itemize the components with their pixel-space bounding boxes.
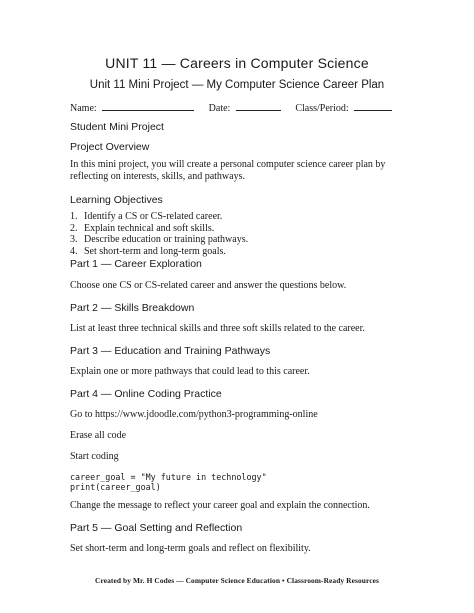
objective-item: 3. Describe education or training pathways.	[70, 234, 249, 245]
erase-instruction: Erase all code	[70, 430, 127, 441]
unit-title: UNIT 11 — Careers in Computer Science	[105, 55, 369, 71]
student-project-label: Student Mini Project	[70, 121, 164, 133]
part2-text: List at least three technical skills and three soft skills related to the career.	[70, 323, 365, 334]
class-period-label: Class/Period:	[295, 103, 349, 114]
part3-text: Explain one or more pathways that could lead to this career.	[70, 366, 310, 377]
jdoodle-instruction: Go to https://www.jdoodle.com/python3-programming-online	[70, 409, 318, 420]
project-subtitle: Unit 11 Mini Project — My Computer Science Career Plan	[89, 79, 385, 91]
overview-text: In this mini project, you will create a personal computer science career plan by reflecting on interests, skills, and pathways.	[70, 159, 386, 182]
objective-item: 1. Identify a CS or CS-related career.	[70, 211, 223, 222]
code-line-1: career_goal = "My future in technology"	[70, 472, 267, 482]
objectives-list	[70, 211, 415, 257]
change-instruction: Change the message to reflect your career goal and explain the connection.	[70, 500, 370, 511]
part5-text: Set short-term and long-term goals and reflect on flexibility.	[70, 543, 311, 554]
name-label: Name:	[70, 103, 97, 114]
part4-heading: Part 4 — Online Coding Practice	[70, 388, 222, 400]
footer-credit: Created by Mr. H Codes — Computer Science Education • Classroom-Ready Resources	[95, 576, 379, 585]
objective-item: 4. Set short-term and long-term goals.	[70, 245, 226, 257]
part3-heading: Part 3 — Education and Training Pathways	[70, 345, 271, 357]
class-period-blank[interactable]	[354, 100, 392, 111]
part2-heading: Part 2 — Skills Breakdown	[70, 302, 195, 314]
student-info-row	[70, 100, 420, 114]
date-label: Date:	[208, 103, 231, 114]
part5-heading: Part 5 — Goal Setting and Reflection	[70, 522, 243, 534]
date-blank[interactable]	[236, 100, 281, 111]
start-instruction: Start coding	[70, 451, 119, 462]
overview-heading: Project Overview	[70, 141, 150, 153]
part1-text: Choose one CS or CS-related career and answer the questions below.	[70, 280, 347, 291]
code-line-2: print(career_goal)	[70, 482, 161, 492]
name-blank[interactable]	[102, 100, 194, 111]
objectives-heading: Learning Objectives	[70, 194, 163, 206]
objective-item: 2. Explain technical and soft skills.	[70, 222, 215, 234]
part1-heading: Part 1 — Career Exploration	[70, 258, 202, 270]
worksheet-content	[70, 118, 415, 555]
